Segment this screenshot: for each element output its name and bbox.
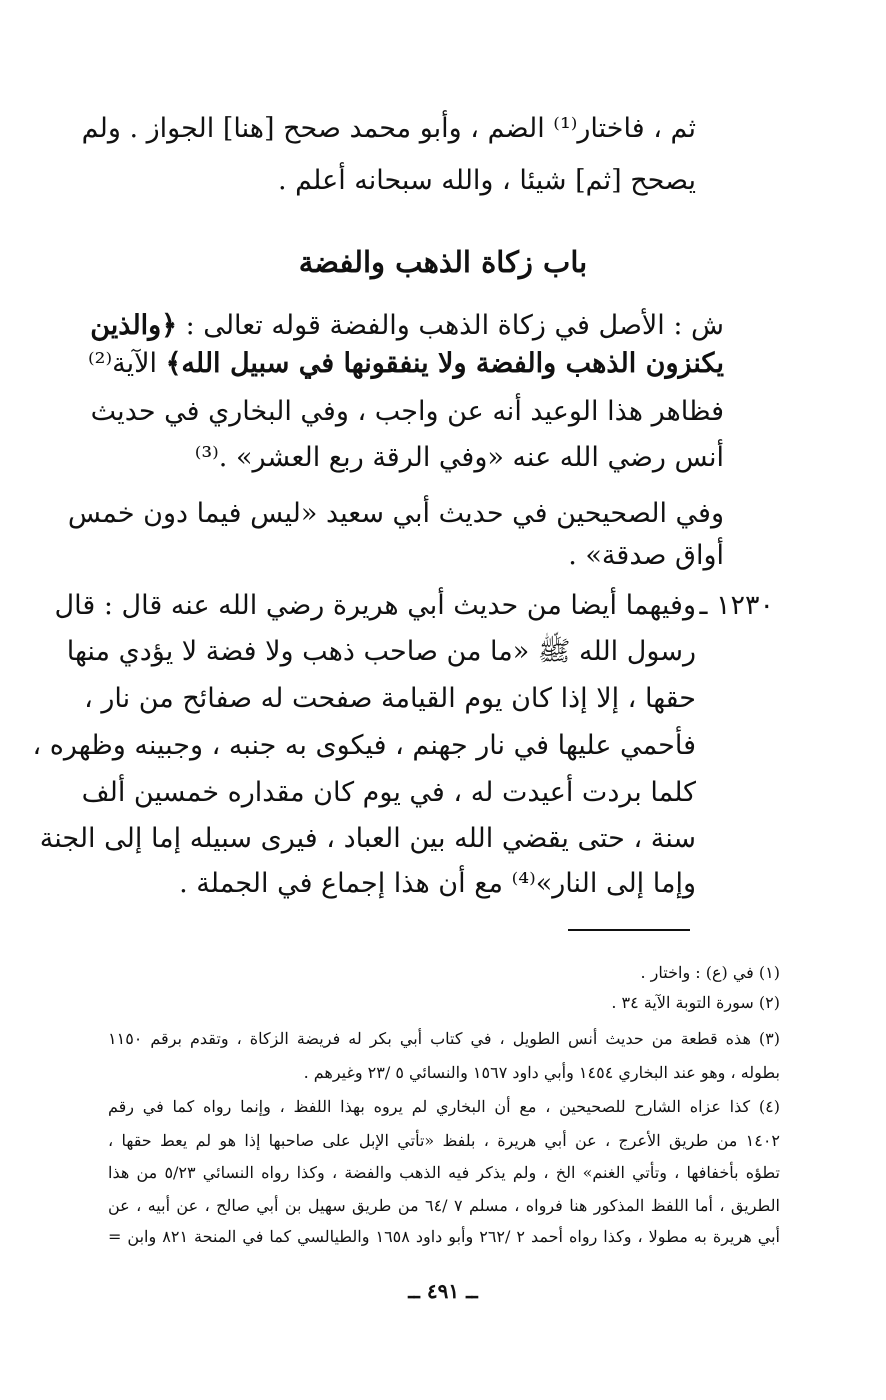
- page-number: ــ ٤٩١ ــ: [408, 1279, 478, 1303]
- hadith-line-2: رسول الله ﷺ «ما من صاحب ذهب ولا فضة لا يؤدي منها: [66, 636, 696, 667]
- footnote-4-line-2: ١٤٠٢ من طريق الأعرج ، عن أبي هريرة ، بلفظ «تأتي الإبل على صاحبها إذا هو لم يعط حقها ،: [108, 1131, 780, 1150]
- hadith-number: ١٢٣٠ ـ: [699, 590, 774, 621]
- sharh-line-1-text: ش : الأصل في زكاة الذهب والفضة قوله تعالى :: [177, 310, 724, 341]
- hadith-line-7: وإما إلى النار»⁽⁴⁾ مع أن هذا إجماع في الجملة .: [179, 868, 696, 899]
- footnote-3-line-2: بطوله ، وهو عند البخاري ١٤٥٤ وأبي داود ١٥٦٧ والنسائي ٥ /٢٣ وغيرهم .: [303, 1063, 780, 1082]
- intro-line-1: ثم ، فاختار⁽¹⁾ الضم ، وأبو محمد صحح [هنا] الجواز . ولم: [81, 113, 696, 144]
- sharh-line-1: [90, 306, 724, 346]
- footnote-3-line-1: (٣) هذه قطعة من حديث أنس الطويل ، في كتاب أبي بكر له فريضة الزكاة ، وتقدم برقم ١١٥٠: [108, 1029, 781, 1048]
- footnote-4-line-3: تطؤه بأخفافها ، وتأتي الغنم» الخ ، ولم يذكر فيه الذهب والفضة ، وكذا رواه النسائي ٥/٢٣ من هذا: [108, 1163, 781, 1182]
- footnote-4-line-5: أبي هريرة به مطولا ، وكذا رواه أحمد ٢ /٢٦٢ وأبو داود ١٦٥٨ والطيالسي كما في المنحة ٨٢١ وابن =: [108, 1227, 780, 1246]
- para2-line-2: أواق صدقة» .: [568, 540, 724, 571]
- hadith-line-5: كلما بردت أعيدت له ، في يوم كان مقداره خمسين ألف: [81, 777, 696, 808]
- sharh-line-3: فظاهر هذا الوعيد أنه عن واجب ، وفي البخاري في حديث: [90, 396, 724, 427]
- footnote-2: (٢) سورة التوبة الآية ٣٤ .: [611, 993, 780, 1012]
- hadith-line-6: سنة ، حتى يقضي الله بين العباد ، فيرى سبيله إما إلى الجنة: [39, 823, 696, 854]
- footnote-separator: [568, 929, 690, 931]
- footnote-1: (١) في (ع) : واختار .: [640, 963, 780, 982]
- hadith-line-1: وفيهما أيضا من حديث أبي هريرة رضي الله عنه قال : قال: [54, 590, 696, 621]
- para2-line-1: وفي الصحيحين في حديث أبي سعيد «ليس فيما دون خمس: [67, 498, 724, 529]
- quran-verse: يكنزون الذهب والفضة ولا ينفقونها في سبيل الله﴾: [165, 348, 724, 379]
- footnote-4-line-4: الطريق ، أما اللفظ المذكور هنا فرواه ، مسلم ٧ /٦٤ من طريق سهيل بن أبي صالح ، عن أبيه ، عن: [108, 1196, 781, 1215]
- footnote-4-line-1: (٤) كذا عزاه الشارح للصحيحين ، مع أن البخاري لم يروه بهذا اللفظ ، وإنما رواه كما في رقم: [108, 1097, 780, 1116]
- hadith-line-3: حقها ، إلا إذا كان يوم القيامة صفحت له صفائح من نار ،: [84, 683, 696, 714]
- sharh-line-4: أنس رضي الله عنه «وفي الرقة ربع العشر» .⁽³⁾: [194, 442, 724, 473]
- quran-verse-start: ﴿والذين: [90, 310, 178, 341]
- hadith-line-4: فأحمي عليها في نار جهنم ، فيكوى به جنبه ، وجبينه وظهره ،: [32, 730, 696, 761]
- sharh-line-2-text: الآية⁽²⁾: [88, 348, 166, 379]
- sharh-line-2: [88, 344, 724, 384]
- chapter-heading: باب زكاة الذهب والفضة: [298, 245, 588, 279]
- intro-line-2: يصحح [ثم] شيئا ، والله سبحانه أعلم .: [278, 165, 696, 196]
